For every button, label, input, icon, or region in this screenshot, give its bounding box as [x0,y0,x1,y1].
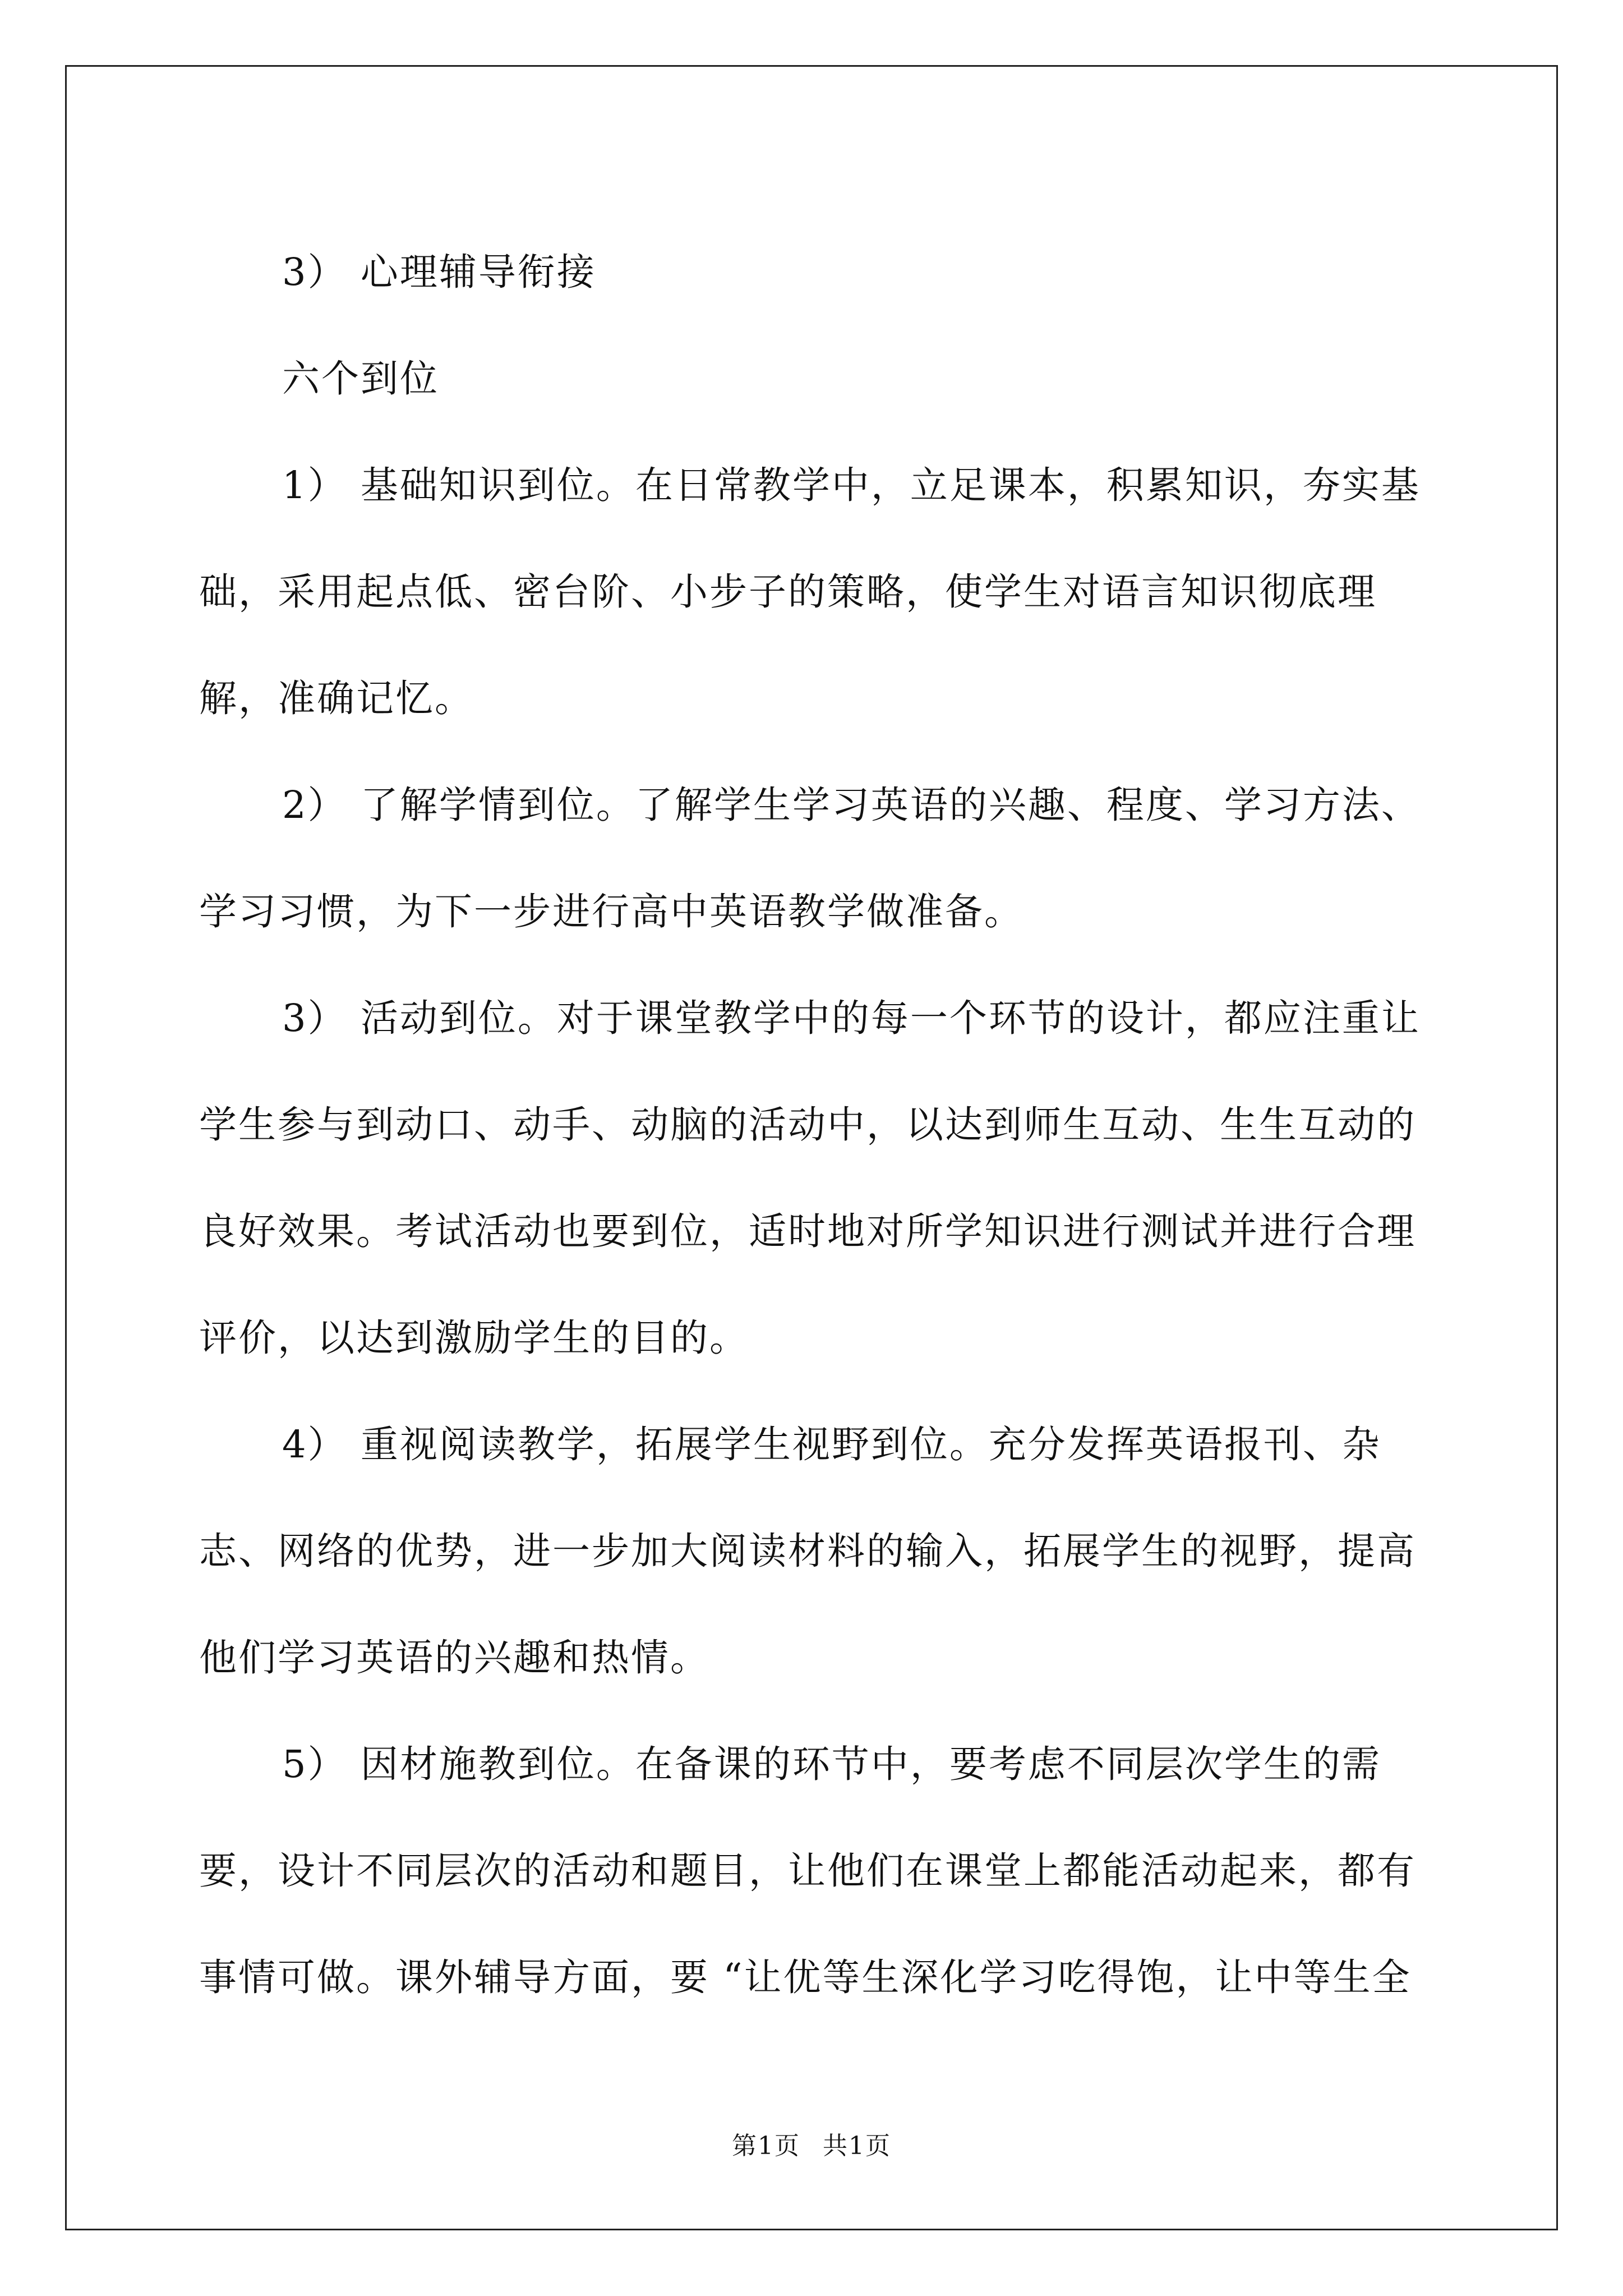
section-heading-psychology: 3） 心理辅导衔接 [282,250,596,294]
page-total: 共1页 [823,2132,891,2160]
paragraph-reading-teaching: 4） 重视阅读教学，拓展学生视野到位。充分发挥英语报刊、杂志、网络的优势，进一步加大阅读材料的输入，拓展学生的视野，提高他们学习英语的兴趣和热情。 [199,1423,1416,1680]
paragraph-basic-knowledge: 1） 基础知识到位。在日常教学中，立足课本，积累知识，夯实基础，采用起点低、密台阶、小步子的策略，使学生对语言知识彻底理解，准确记忆。 [199,463,1421,720]
document-body [199,219,1427,2031]
page-footer [0,2129,1623,2163]
paragraph-individualized-teaching: 5） 因材施教到位。在备课的环节中，要考虑不同层次学生的需要，设计不同层次的活动和题目，让他们在课堂上都能活动起来，都有事情可做。课外辅导方面，要 “让优等生深化学习吃得饱，让中等生全 [199,1742,1416,1999]
section-heading-six-points: 六个到位 [282,357,439,401]
paragraph-activities: 3） 活动到位。对于课堂教学中的每一个环节的设计，都应注重让学生参与到动口、动手、动脑的活动中，以达到师生互动、生生互动的良好效果。考试活动也要到位，适时地对所学知识进行测试并进行合理评价，以达到激励学生的目的。 [199,996,1421,1360]
paragraph-learning-situation: 2） 了解学情到位。了解学生学习英语的兴趣、程度、学习方法、学习习惯，为下一步进行高中英语教学做准备。 [199,783,1421,933]
page-number: 第1页 [732,2132,800,2160]
